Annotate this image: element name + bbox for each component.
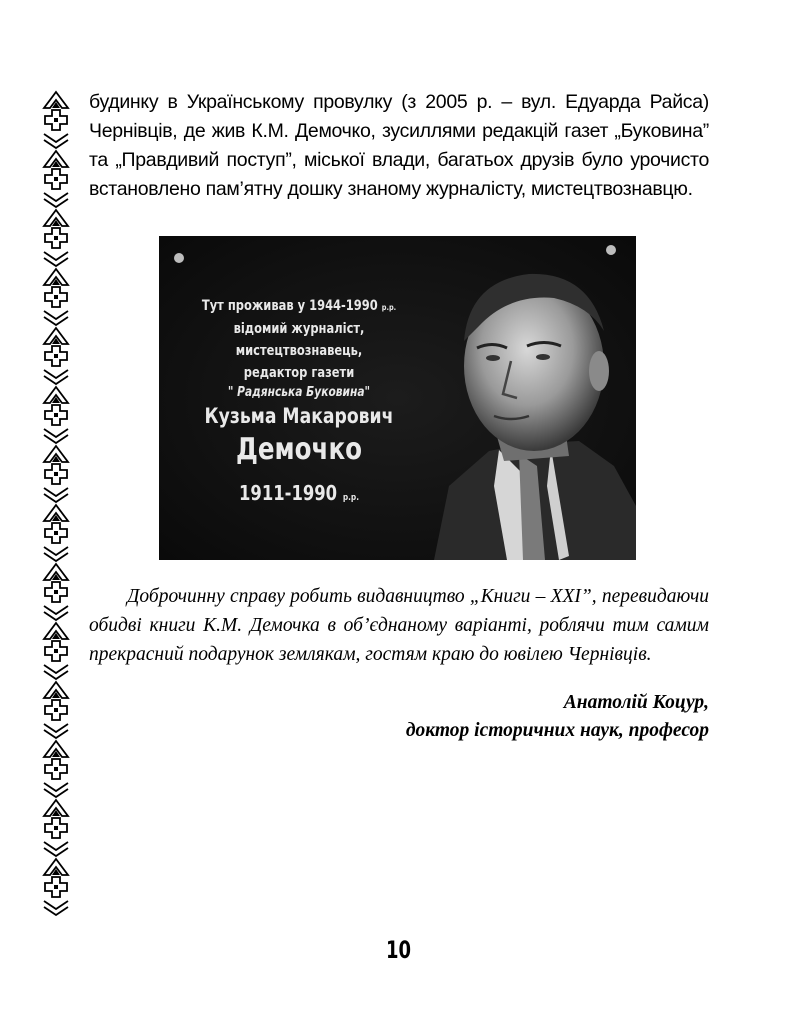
plaque-line: Кузьма Макарович (204, 404, 394, 428)
ornament-motifs (44, 92, 68, 915)
plaque-line: відомий журналіст, (233, 321, 365, 337)
screw-icon (606, 245, 616, 255)
memorial-plaque-photo (159, 236, 636, 560)
page-number: 10 (385, 936, 412, 964)
plaque-suffix: р.р. (342, 493, 360, 503)
plaque-line: мистецтвознавець, (235, 343, 363, 359)
plaque-line: редактор газети (243, 365, 355, 381)
body-paragraph: будинку в Українському провулку (з 2005 р. – вул. Едуарда Райса) Чернівців, де жив К.М. Демочко, зусиллями редакцій газет „Буковина” та „Правдивий поступ”, міської влади, багатьох друзів було урочисто встановлено пам’ятну дошку знаному журналісту, мистецтвознавцю. (89, 91, 709, 200)
plaque-suffix: р.р. (381, 303, 397, 312)
author-name: Анатолій Коцур, (563, 692, 709, 713)
plaque-line: Тут проживав у 1944-1990 (201, 298, 378, 314)
plaque-dates: 1911-1990 (238, 481, 338, 505)
plaque-name: Демочко (235, 432, 363, 467)
author-title: доктор історичних наук, професор (405, 720, 709, 741)
quote-paragraph: Доброчинну справу робить видавництво „Книги – ХХІ”, перевидаючи обидві книги К.М. Демочка в об’єднаному варіанті, роблячи тим самим прекрасний подарунок землякам, гостям краю до ювілею Чернівців. (89, 586, 709, 665)
plaque-line: " Радянська Буковина" (227, 385, 371, 400)
screw-icon (174, 253, 184, 263)
ornament-border (40, 90, 72, 916)
